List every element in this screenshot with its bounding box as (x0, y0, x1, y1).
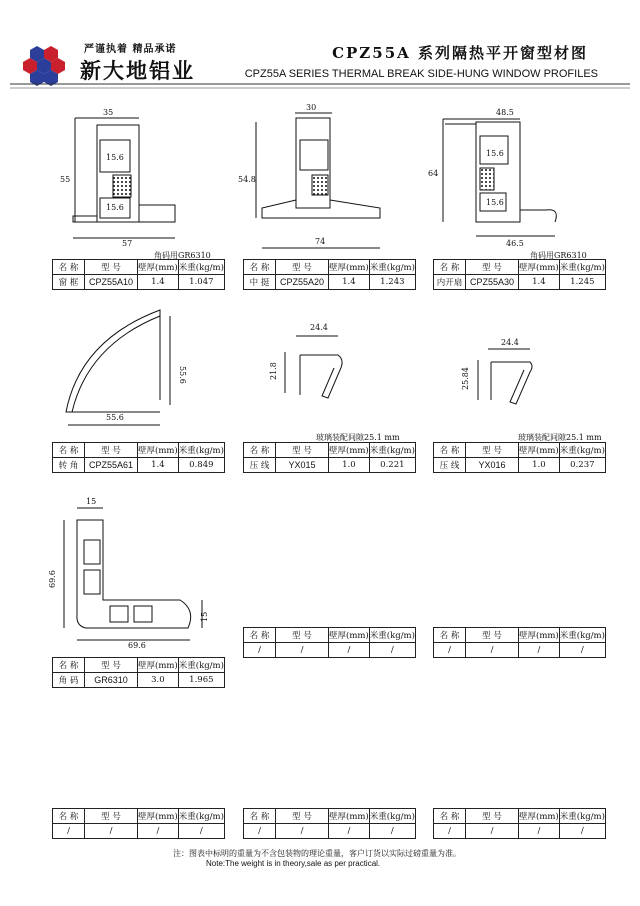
cell-model: CPZ55A10 (85, 275, 138, 290)
header-weight: 米重(kg/m) (369, 809, 415, 824)
cell-empty: / (369, 643, 415, 658)
cell-weight: 0.237 (559, 458, 605, 473)
header-thickness: 壁厚(mm) (138, 809, 179, 824)
cell-model: CPZ55A20 (276, 275, 329, 290)
cell-model: CPZ55A30 (466, 275, 519, 290)
header-weight: 米重(kg/m) (178, 809, 224, 824)
cell-empty: / (244, 824, 276, 839)
cell-empty: / (138, 824, 179, 839)
profile-drawing-yx016 (478, 349, 532, 404)
header-name: 名 称 (244, 628, 276, 643)
spec-table-cpz55a61 (52, 442, 225, 473)
cell-model: YX016 (466, 458, 519, 473)
cell-empty: / (329, 824, 370, 839)
cell-empty: / (519, 643, 560, 658)
dim-right-gr6310: 15 (200, 611, 209, 622)
spec-table-empty (52, 808, 225, 839)
header-thickness: 壁厚(mm) (138, 658, 179, 673)
cell-name: 角 码 (53, 673, 85, 688)
header-model: 型 号 (85, 658, 138, 673)
header-thickness: 壁厚(mm) (519, 260, 560, 275)
cell-weight: 0.221 (369, 458, 415, 473)
header-name: 名 称 (434, 443, 466, 458)
spec-table-empty (433, 627, 606, 658)
cell-empty: / (276, 824, 329, 839)
header-model: 型 号 (276, 443, 329, 458)
profile-drawing-gr6310 (64, 508, 202, 640)
cell-thickness: 1.0 (329, 458, 370, 473)
header-name: 名 称 (244, 443, 276, 458)
header-weight: 米重(kg/m) (369, 260, 415, 275)
profile-drawing-yx015 (285, 336, 342, 398)
header-weight: 米重(kg/m) (559, 260, 605, 275)
header-thickness: 壁厚(mm) (519, 628, 560, 643)
cell-weight: 1.965 (178, 673, 224, 688)
page-subtitle: CPZ55A SERIES THERMAL BREAK SIDE-HUNG WINDOW PROFILES (244, 68, 598, 80)
cell-empty: / (559, 824, 605, 839)
dim-height-a20: 54.8 (238, 175, 256, 184)
header-model: 型 号 (276, 628, 329, 643)
cell-empty: / (178, 824, 224, 839)
cell-empty: / (85, 824, 138, 839)
spec-table-yx015 (243, 442, 416, 473)
note-yx016: 玻璃装配间隙25.1 mm (518, 433, 602, 442)
note-yx015: 玻璃装配间隙25.1 mm (316, 433, 400, 442)
profile-drawing-cpz55a61 (66, 310, 170, 425)
header-name: 名 称 (53, 260, 85, 275)
dim-top-a20: 30 (306, 103, 317, 112)
profile-drawing-cpz55a30 (443, 119, 556, 236)
profile-drawing-cpz55a10 (73, 118, 175, 238)
cell-thickness: 1.4 (519, 275, 560, 290)
cell-empty: / (434, 824, 466, 839)
header-model: 型 号 (85, 443, 138, 458)
cell-weight: 0.849 (178, 458, 224, 473)
dim-inner2-a30: 15.6 (486, 198, 504, 207)
page-title: CPZ55A 系列隔热平开窗型材图 (332, 44, 588, 62)
dim-height-a61: 55.6 (178, 366, 187, 384)
header-name: 名 称 (244, 260, 276, 275)
dim-bottom-a20: 74 (315, 237, 326, 246)
profile-drawing-cpz55a20 (256, 113, 380, 248)
dim-height-a30: 64 (428, 169, 439, 178)
cell-weight: 1.245 (559, 275, 605, 290)
spec-table-empty (243, 627, 416, 658)
header-name: 名 称 (244, 809, 276, 824)
dim-height-yx015: 21.8 (269, 362, 278, 380)
header-weight: 米重(kg/m) (369, 443, 415, 458)
spec-table-empty (243, 808, 416, 839)
header-weight: 米重(kg/m) (559, 443, 605, 458)
cell-empty: / (244, 643, 276, 658)
header-thickness: 壁厚(mm) (329, 260, 370, 275)
dim-inner1-a30: 15.6 (486, 149, 504, 158)
header-name: 名 称 (434, 628, 466, 643)
spec-table-cpz55a30 (433, 259, 606, 290)
cell-thickness: 1.4 (138, 458, 179, 473)
cell-thickness: 1.4 (138, 275, 179, 290)
note-a30: 角码用GR6310 (530, 251, 587, 260)
header-thickness: 壁厚(mm) (519, 443, 560, 458)
spec-table-cpz55a10 (52, 259, 225, 290)
dim-inner2-a10: 15.6 (106, 203, 124, 212)
spec-table-empty (433, 808, 606, 839)
cell-empty: / (53, 824, 85, 839)
dim-width-gr6310: 69.6 (128, 641, 146, 650)
spec-table-cpz55a20 (243, 259, 416, 290)
header-thickness: 壁厚(mm) (329, 809, 370, 824)
header-name: 名 称 (53, 809, 85, 824)
dim-bottom-a10: 57 (122, 239, 133, 248)
header-model: 型 号 (276, 809, 329, 824)
header-name: 名 称 (53, 658, 85, 673)
dim-width-yx015: 24.4 (310, 323, 328, 332)
header-model: 型 号 (276, 260, 329, 275)
header-model: 型 号 (466, 628, 519, 643)
cell-weight: 1.243 (369, 275, 415, 290)
dim-height-a10: 55 (60, 175, 71, 184)
dim-height-yx016: 25.84 (461, 367, 470, 390)
header-weight: 米重(kg/m) (178, 443, 224, 458)
header-weight: 米重(kg/m) (178, 658, 224, 673)
header-weight: 米重(kg/m) (559, 628, 605, 643)
header-weight: 米重(kg/m) (178, 260, 224, 275)
header-weight: 米重(kg/m) (369, 628, 415, 643)
company-logo-icon (23, 46, 65, 86)
cell-thickness: 3.0 (138, 673, 179, 688)
cell-model: YX015 (276, 458, 329, 473)
dim-top-a10: 35 (103, 108, 114, 117)
dim-width-yx016: 24.4 (501, 338, 519, 347)
cell-name: 窗 框 (53, 275, 85, 290)
cell-empty: / (466, 643, 519, 658)
header-thickness: 壁厚(mm) (329, 443, 370, 458)
footer-note-cn: 注：图表中标明的重量为不含包装物的理论重量，客户订货以实际过磅重量为准。 (173, 849, 461, 858)
cell-name: 转 角 (53, 458, 85, 473)
cell-empty: / (434, 643, 466, 658)
header-thickness: 壁厚(mm) (138, 443, 179, 458)
dim-top-gr6310: 15 (86, 497, 97, 506)
cell-name: 压 线 (244, 458, 276, 473)
cell-thickness: 1.4 (329, 275, 370, 290)
cell-model: GR6310 (85, 673, 138, 688)
dim-bottom-a30: 46.5 (506, 239, 524, 248)
cell-empty: / (276, 643, 329, 658)
footer-note-en: Note:The weight is in theory,sale as per practical. (206, 859, 381, 868)
spec-table-yx016 (433, 442, 606, 473)
dim-inner1-a10: 15.6 (106, 153, 124, 162)
header-model: 型 号 (85, 809, 138, 824)
cell-empty: / (519, 824, 560, 839)
header-name: 名 称 (434, 809, 466, 824)
header-name: 名 称 (53, 443, 85, 458)
cell-empty: / (369, 824, 415, 839)
cell-name: 压 线 (434, 458, 466, 473)
cell-name: 内开扇 (434, 275, 466, 290)
company-name: 新大地铝业 (80, 58, 195, 83)
header-model: 型 号 (466, 443, 519, 458)
header-thickness: 壁厚(mm) (519, 809, 560, 824)
header-thickness: 壁厚(mm) (329, 628, 370, 643)
cell-empty: / (466, 824, 519, 839)
cell-model: CPZ55A61 (85, 458, 138, 473)
cell-thickness: 1.0 (519, 458, 560, 473)
cell-empty: / (559, 643, 605, 658)
cell-weight: 1.047 (178, 275, 224, 290)
cell-empty: / (329, 643, 370, 658)
dim-top-a30: 48.5 (496, 108, 514, 117)
header-model: 型 号 (85, 260, 138, 275)
header-model: 型 号 (466, 260, 519, 275)
dim-height-gr6310: 69.6 (48, 570, 57, 588)
note-a10: 角码用GR6310 (154, 251, 211, 260)
header-model: 型 号 (466, 809, 519, 824)
header-name: 名 称 (434, 260, 466, 275)
header-weight: 米重(kg/m) (559, 809, 605, 824)
header-thickness: 壁厚(mm) (138, 260, 179, 275)
company-slogan: 严谨执着 精品承诺 (84, 44, 177, 55)
spec-table-gr6310 (52, 657, 225, 688)
cell-name: 中 挺 (244, 275, 276, 290)
dim-width-a61: 55.6 (106, 413, 124, 422)
